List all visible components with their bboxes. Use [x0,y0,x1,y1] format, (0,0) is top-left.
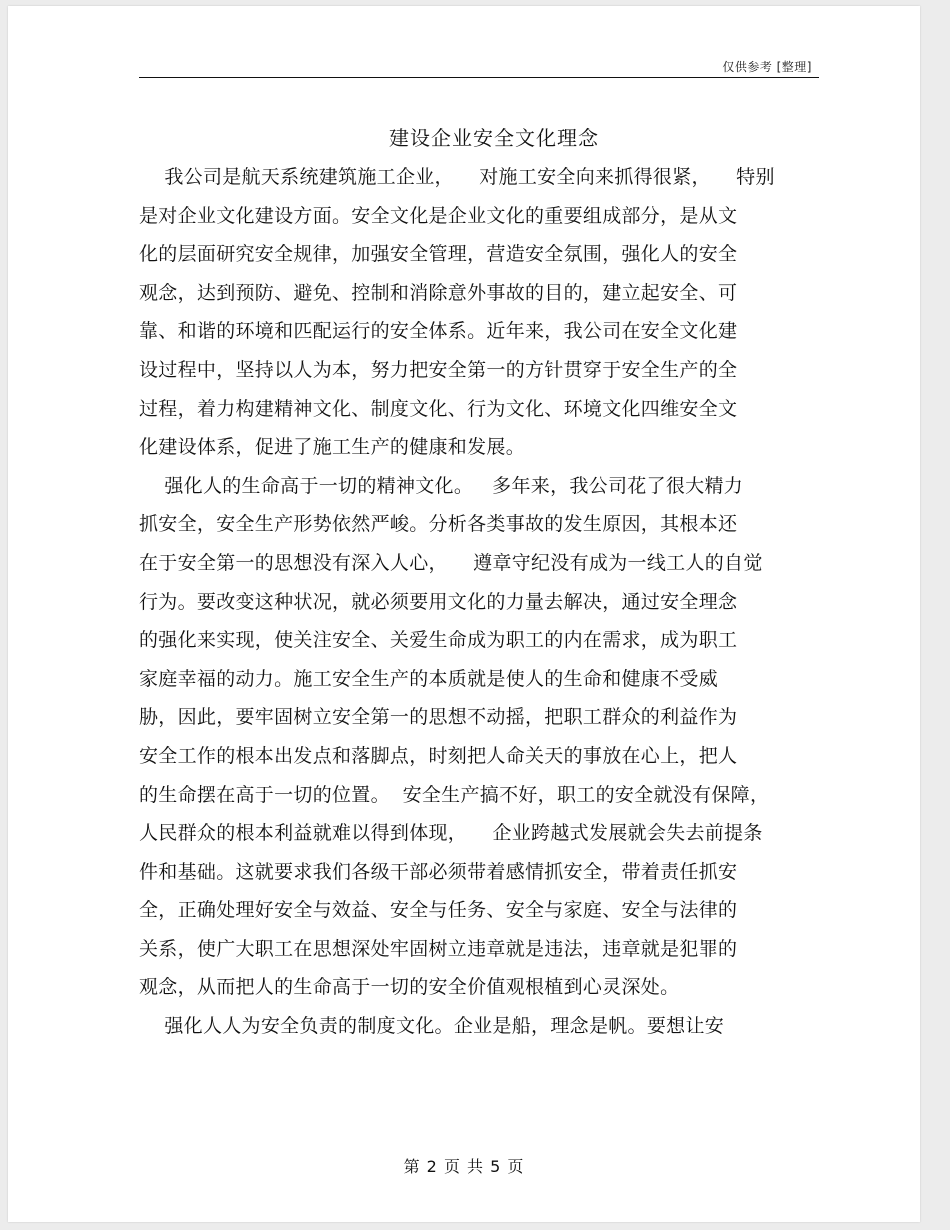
body-text-line: 的强化来实现，使关注安全、关爱生命成为职工的内在需求，成为职工 [139,629,738,652]
body-text-line: 强化人人为安全负责的制度文化。企业是船，理念是帆。要想让安 [139,1015,725,1038]
document-body [139,158,839,1046]
body-text-line: 是对企业文化建设方面。安全文化是企业文化的重要组成部分，是从文 [139,204,738,227]
body-text-line: 抓安全，安全生产形势依然严峻。分析各类事故的发生原因，其根本还 [139,513,738,536]
body-text-line: 过程，着力构建精神文化、制度文化、行为文化、环境文化四维安全文 [139,397,738,420]
body-text-line: 我公司是航天系统建筑施工企业， 对施工安全向来抓得很紧， 特别 [139,166,775,188]
header-divider [139,77,819,78]
body-text-line: 家庭幸福的动力。施工安全生产的本质就是使人的生命和健康不受威 [139,667,719,690]
body-text-line: 安全工作的根本出发点和落脚点，时刻把人命关天的事放在心上，把人 [139,744,738,767]
body-text-line: 观念，达到预防、避免、控制和消除意外事故的目的，建立起安全、可 [139,281,738,304]
body-text-line: 在于安全第一的思想没有深入人心， 遵章守纪没有成为一线工人的自觉 [139,551,763,574]
body-text-line: 化建设体系，促进了施工生产的健康和发展。 [139,436,526,459]
body-text-line: 全，正确处理好安全与效益、安全与任务、安全与家庭、安全与法律的 [139,899,738,922]
body-text-line: 化的层面研究安全规律，加强安全管理，营造安全氛围，强化人的安全 [139,243,738,266]
document-page [8,6,920,1222]
body-text-line: 的生命摆在高于一切的位置。 安全生产搞不好，职工的安全就没有保障， [139,783,770,806]
body-text-line: 观念，从而把人的生命高于一切的安全价值观根植到心灵深处。 [139,976,680,999]
body-text-line: 人民群众的根本利益就难以得到体现， 企业跨越式发展就会失去前提条 [139,822,763,845]
body-text-line: 关系，使广大职工在思想深处牢固树立违章就是违法，违章就是犯罪的 [139,937,738,960]
body-text-line: 设过程中，坚持以人为本，努力把安全第一的方针贯穿于安全生产的全 [139,358,738,381]
body-text-line: 靠、和谐的环境和匹配运行的安全体系。近年来，我公司在安全文化建 [139,320,738,343]
body-text-line: 件和基础。这就要求我们各级干部必须带着感情抓安全，带着责任抓安 [139,860,738,883]
document-title: 建设企业安全文化理念 [389,126,599,150]
body-text-line: 强化人的生命高于一切的精神文化。 多年来，我公司花了很大精力 [139,474,744,497]
body-text-line: 胁，因此，要牢固树立安全第一的思想不动摇，把职工群众的利益作为 [139,706,738,729]
body-text-line: 行为。要改变这种状况，就必须要用文化的力量去解决，通过安全理念 [139,590,738,613]
page-number-footer: 第 2 页 共 5 页 [403,1157,525,1176]
header-note: 仅供参考 [整理] [722,60,812,74]
